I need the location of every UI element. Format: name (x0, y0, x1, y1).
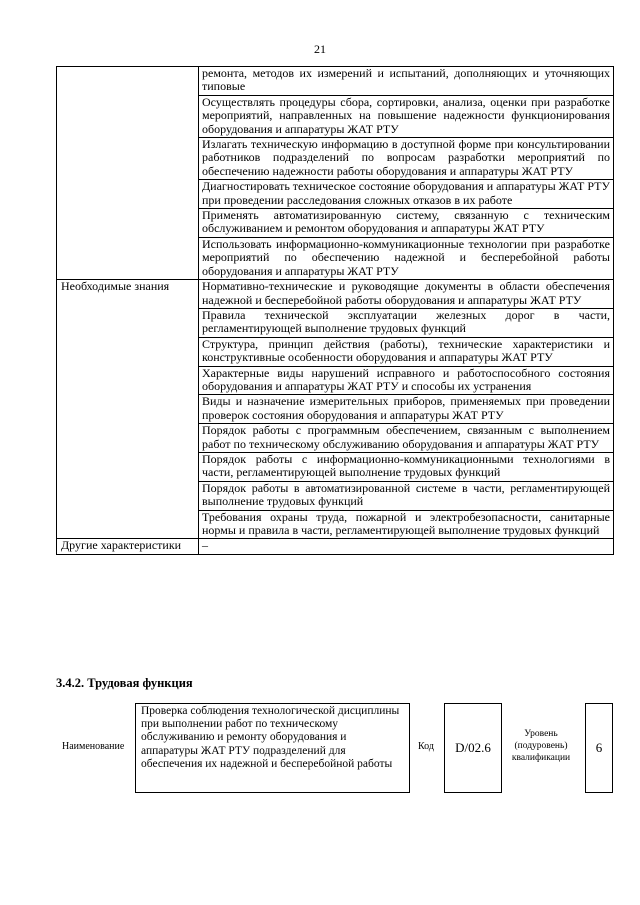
table-cell: Порядок работы с информационно-коммуникационными технологиями в части, регламентирующей выполнение трудовых функций (199, 452, 614, 481)
table-cell: Характерные виды нарушений исправного и работоспособного состояния оборудования и аппаратуры ЖАТ РТУ и способы их устранения (199, 366, 614, 395)
table-cell: Использовать информационно-коммуникационные технологии при разработке мероприятий по обеспечению надежной и бесперебойной работы оборудования и аппаратуры ЖАТ РТУ (199, 237, 614, 279)
row-label (57, 67, 199, 280)
row-label: Необходимые знания (57, 280, 199, 539)
table-cell: Применять автоматизированную систему, связанную с техническим обслуживанием и ремонтом оборудования и аппаратуры ЖАТ РТУ (199, 209, 614, 238)
skills-row (57, 67, 614, 96)
code-label: Код (418, 741, 434, 752)
table-cell: Осуществлять процедуры сбора, сортировки, анализа, оценки при разработке мероприятий, направленных на повышение надежности функционирования оборудования и аппаратуры ЖАТ РТУ (199, 95, 614, 137)
table-cell: Требования охраны труда, пожарной и электробезопасности, санитарные нормы и правила в части, регламентирующей выполнение трудовых функций (199, 510, 614, 539)
table-cell: Нормативно-технические и руководящие документы в области обеспечения надежной и бесперебойной работы оборудования и аппаратуры ЖАТ РТУ (199, 280, 614, 309)
function-name-field: Проверка соблюдения технологической дисциплины при выполнении работ по техническому обслуживанию и ремонту оборудования и аппаратуры ЖАТ РТУ подразделений для обеспечения их надежной и бесперебойной работы (135, 703, 410, 793)
table-cell: Правила технической эксплуатации железных дорог в части, регламентирующей выполнение трудовых функций (199, 308, 614, 337)
table-cell: – (199, 539, 614, 554)
table-cell: Излагать техническую информацию в доступной форме при консультировании работников подразделений по вопросам разработки мероприятий по обеспечению надежности работы оборудования и аппаратуры ЖАТ РТУ (199, 138, 614, 180)
qualification-level-field: 6 (585, 703, 613, 793)
row-label: Другие характеристики (57, 539, 199, 554)
table-cell: Структура, принцип действия (работы), технические характеристики и конструктивные особенности оборудования и аппаратуры ЖАТ РТУ (199, 337, 614, 366)
page-number: 21 (314, 42, 326, 56)
competency-table (56, 66, 614, 555)
other-characteristics-row (57, 539, 614, 554)
table-cell: Порядок работы с программным обеспечением, связанным с выполнением работ по техническому обслуживанию оборудования и аппаратуры ЖАТ РТУ (199, 424, 614, 453)
code-field: D/02.6 (444, 703, 502, 793)
qualification-level-label: Уровень (подуровень) квалификации (511, 729, 571, 763)
table-cell: Диагностировать техническое состояние оборудования и аппаратуры ЖАТ РТУ при проведении расследования сложных отказов в их работе (199, 180, 614, 209)
knowledge-row (57, 280, 614, 309)
table-cell: Порядок работы в автоматизированной системе в части, регламентирующей выполнение трудовых функций (199, 481, 614, 510)
section-title: 3.4.2. Трудовая функция (56, 676, 193, 690)
table-cell: ремонта, методов их измерений и испытаний, дополняющих и уточняющих типовые (199, 67, 614, 96)
name-label: Наименование (62, 741, 125, 752)
table-cell: Виды и назначение измерительных приборов, применяемых при проведении проверок состояния оборудования и аппаратуры ЖАТ РТУ (199, 395, 614, 424)
